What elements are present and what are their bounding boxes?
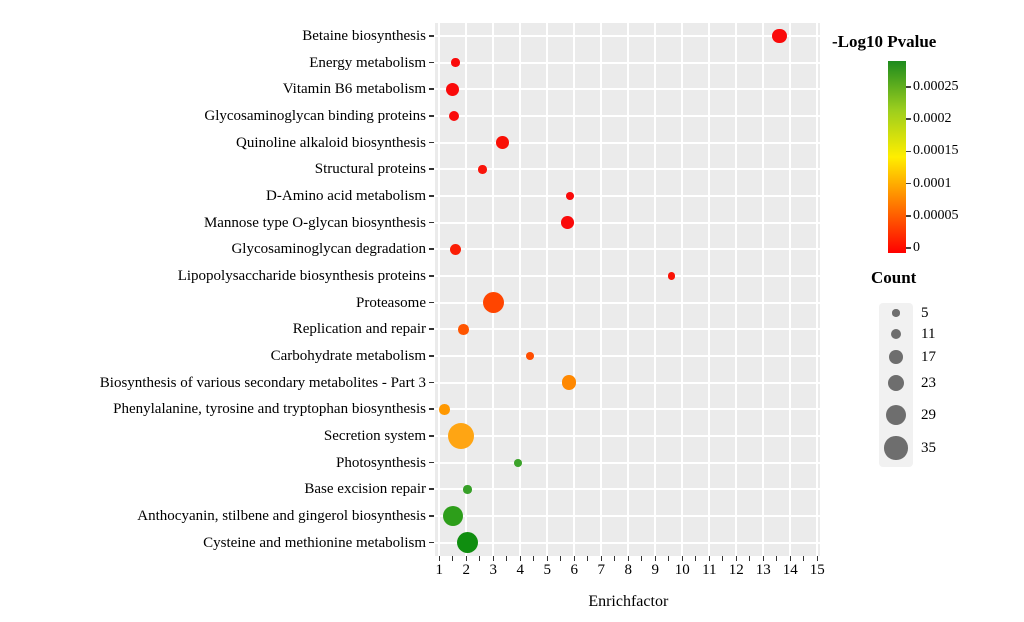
data-point <box>526 352 534 360</box>
gridline-vertical <box>816 23 818 556</box>
x-axis-tick-label: 12 <box>728 562 744 578</box>
x-axis-tick <box>533 556 534 561</box>
pvalue-colorbar-tick <box>906 183 911 185</box>
y-axis-tick <box>429 248 434 250</box>
x-axis-tick <box>493 556 494 561</box>
y-axis-tick <box>429 462 434 464</box>
gridline-vertical <box>546 23 548 556</box>
y-axis-category-label: Structural proteins <box>314 161 426 178</box>
y-axis-category-label: Secretion system <box>323 428 426 445</box>
x-axis-tick-label: 14 <box>782 562 798 578</box>
x-axis-tick <box>547 556 548 561</box>
y-axis-category-label: Lipopolysaccharide biosynthesis proteins <box>177 268 426 285</box>
gridline-horizontal <box>435 35 820 37</box>
data-point <box>451 58 459 66</box>
gridline-horizontal <box>435 248 820 250</box>
y-axis-category-label: Base excision repair <box>304 481 426 498</box>
y-axis-category-label: D-Amino acid metabolism <box>266 188 426 205</box>
gridline-horizontal <box>435 382 820 384</box>
y-axis-category-label: Energy metabolism <box>309 54 426 71</box>
y-axis-category-label: Betaine biosynthesis <box>302 28 426 44</box>
x-axis-tick-label: 2 <box>462 562 471 578</box>
pvalue-colorbar-tick <box>906 118 911 120</box>
gridline-horizontal <box>435 142 820 144</box>
x-axis-tick <box>763 556 764 561</box>
count-legend-label: 5 <box>921 305 929 321</box>
x-axis-tick-label: 7 <box>597 562 606 578</box>
y-axis-tick <box>429 435 434 437</box>
gridline-vertical <box>789 23 791 556</box>
data-point <box>463 485 471 493</box>
pvalue-colorbar-tick-label: 0 <box>913 240 920 255</box>
y-axis-category-label: Anthocyanin, stilbene and gingerol biosynthesis <box>137 508 426 525</box>
count-legend-label: 35 <box>921 440 936 456</box>
data-point <box>496 136 509 149</box>
pvalue-colorbar-tick <box>906 151 911 153</box>
gridline-horizontal <box>435 195 820 197</box>
x-axis-tick-label: 6 <box>570 562 579 578</box>
x-axis-tick <box>506 556 507 561</box>
pvalue-colorbar-tick-label: 0.0002 <box>913 111 952 127</box>
y-axis-category-label: Phenylalanine, tyrosine and tryptophan biosynthesis <box>113 401 426 418</box>
x-axis-tick-label: 1 <box>435 562 444 578</box>
data-point <box>772 29 786 43</box>
x-axis-tick <box>452 556 453 561</box>
x-axis-tick <box>776 556 777 561</box>
x-axis-tick <box>479 556 480 561</box>
x-axis-tick-label: 4 <box>516 562 525 578</box>
y-axis-tick <box>429 35 434 37</box>
x-axis-tick <box>790 556 791 561</box>
gridline-vertical <box>492 23 494 556</box>
pvalue-colorbar-tick-label: 0.00005 <box>913 207 959 223</box>
x-axis-tick <box>587 556 588 561</box>
x-axis-tick <box>668 556 669 561</box>
x-axis-tick <box>695 556 696 561</box>
pvalue-colorbar-tick <box>906 86 911 88</box>
x-axis-tick <box>682 556 683 561</box>
gridline-horizontal <box>435 222 820 224</box>
y-axis-tick <box>429 382 434 384</box>
y-axis-tick <box>429 115 434 117</box>
x-axis-tick <box>574 556 575 561</box>
x-axis-tick <box>749 556 750 561</box>
gridline-horizontal <box>435 408 820 410</box>
data-point <box>458 324 468 334</box>
pvalue-colorbar-tick-label: 0.00025 <box>913 79 959 94</box>
x-axis-title: Enrichfactor <box>588 593 669 610</box>
y-axis-tick <box>429 222 434 224</box>
gridline-horizontal <box>435 462 820 464</box>
x-axis-tick <box>817 556 818 561</box>
gridline-vertical <box>600 23 602 556</box>
gridline-vertical <box>654 23 656 556</box>
gridline-vertical <box>627 23 629 556</box>
x-axis-tick <box>614 556 615 561</box>
x-axis-tick-label: 5 <box>543 562 552 578</box>
gridline-horizontal <box>435 355 820 357</box>
gridline-vertical <box>708 23 710 556</box>
gridline-vertical <box>573 23 575 556</box>
gridline-horizontal <box>435 88 820 90</box>
count-legend-label: 29 <box>921 407 936 423</box>
x-axis-tick-label: 11 <box>702 562 717 578</box>
x-axis-tick <box>709 556 710 561</box>
y-axis-tick <box>429 408 434 410</box>
y-axis-tick <box>429 275 434 277</box>
y-axis-category-label: Quinoline alkaloid biosynthesis <box>236 134 426 151</box>
y-axis-tick <box>429 302 434 304</box>
data-point <box>561 216 574 229</box>
x-axis-tick <box>641 556 642 561</box>
gridline-horizontal <box>435 115 820 117</box>
y-axis-category-label: Cysteine and methionine metabolism <box>203 534 426 551</box>
pvalue-colorbar-tick-label: 0.00015 <box>913 143 959 159</box>
count-legend-circle <box>884 436 907 459</box>
x-axis-tick-label: 13 <box>755 562 771 578</box>
pvalue-colorbar-tick <box>906 215 911 217</box>
gridline-horizontal <box>435 328 820 330</box>
gridline-horizontal <box>435 168 820 170</box>
y-axis-tick <box>429 88 434 90</box>
pvalue-colorbar <box>888 61 906 253</box>
x-axis-tick-label: 15 <box>809 562 825 578</box>
y-axis-tick <box>429 142 434 144</box>
y-axis-category-label: Mannose type O-glycan biosynthesis <box>203 214 426 231</box>
x-axis-tick <box>722 556 723 561</box>
gridline-horizontal <box>435 62 820 64</box>
count-legend-label: 11 <box>921 326 936 342</box>
y-axis-category-label: Biosynthesis of various secondary metabolites - Part 3 <box>99 374 426 391</box>
y-axis-category-label: Glycosaminoglycan binding proteins <box>204 108 426 124</box>
x-axis-tick <box>736 556 737 561</box>
count-legend-circle <box>886 405 906 425</box>
y-axis-category-label: Carbohydrate metabolism <box>270 348 426 365</box>
x-axis-tick-label: 8 <box>624 562 633 578</box>
y-axis-tick <box>429 488 434 490</box>
y-axis-tick <box>429 355 434 357</box>
data-point <box>450 244 461 255</box>
x-axis-tick <box>628 556 629 561</box>
gridline-horizontal <box>435 542 820 544</box>
y-axis-category-label: Replication and repair <box>292 321 426 338</box>
count-legend-label: 17 <box>921 349 936 365</box>
gridline-vertical <box>465 23 467 556</box>
pvalue-legend-title: -Log10 Pvalue <box>832 32 937 51</box>
data-point <box>439 404 449 414</box>
y-axis-tick <box>429 515 434 517</box>
data-point <box>483 292 504 313</box>
y-axis-category-label: Vitamin B6 metabolism <box>282 81 426 98</box>
data-point <box>668 272 675 279</box>
gridline-vertical <box>681 23 683 556</box>
gridline-vertical <box>735 23 737 556</box>
x-axis-tick <box>439 556 440 561</box>
y-axis-category-label: Photosynthesis <box>335 454 426 471</box>
x-axis-tick <box>601 556 602 561</box>
x-axis-tick <box>803 556 804 561</box>
gridline-horizontal <box>435 515 820 517</box>
gridline-vertical <box>762 23 764 556</box>
y-axis-tick <box>429 168 434 170</box>
pvalue-colorbar-tick <box>906 247 911 249</box>
gridline-vertical <box>519 23 521 556</box>
data-point <box>478 165 486 173</box>
x-axis-tick-label: 3 <box>489 562 498 578</box>
data-point <box>448 423 474 449</box>
y-axis-tick <box>429 195 434 197</box>
x-axis-tick-label: 9 <box>651 562 660 578</box>
y-axis-tick <box>429 542 434 544</box>
count-legend-circle <box>892 309 899 316</box>
data-point <box>443 506 463 526</box>
y-axis-tick <box>429 328 434 330</box>
count-legend-circle <box>889 350 903 364</box>
x-axis-tick <box>520 556 521 561</box>
gridline-horizontal <box>435 435 820 437</box>
x-axis-tick-label: 10 <box>674 562 690 578</box>
y-axis-tick <box>429 62 434 64</box>
gridline-vertical <box>438 23 440 556</box>
data-point <box>514 459 522 467</box>
y-axis-category-label: Proteasome <box>356 294 426 311</box>
x-axis-tick <box>560 556 561 561</box>
pvalue-colorbar-tick-label: 0.0001 <box>913 175 952 191</box>
count-legend-label: 23 <box>921 375 936 391</box>
gridline-horizontal <box>435 275 820 277</box>
count-legend-title: Count <box>871 268 917 287</box>
x-axis-tick <box>466 556 467 561</box>
gridline-horizontal <box>435 488 820 490</box>
x-axis-tick <box>655 556 656 561</box>
y-axis-category-label: Glycosaminoglycan degradation <box>231 241 426 258</box>
